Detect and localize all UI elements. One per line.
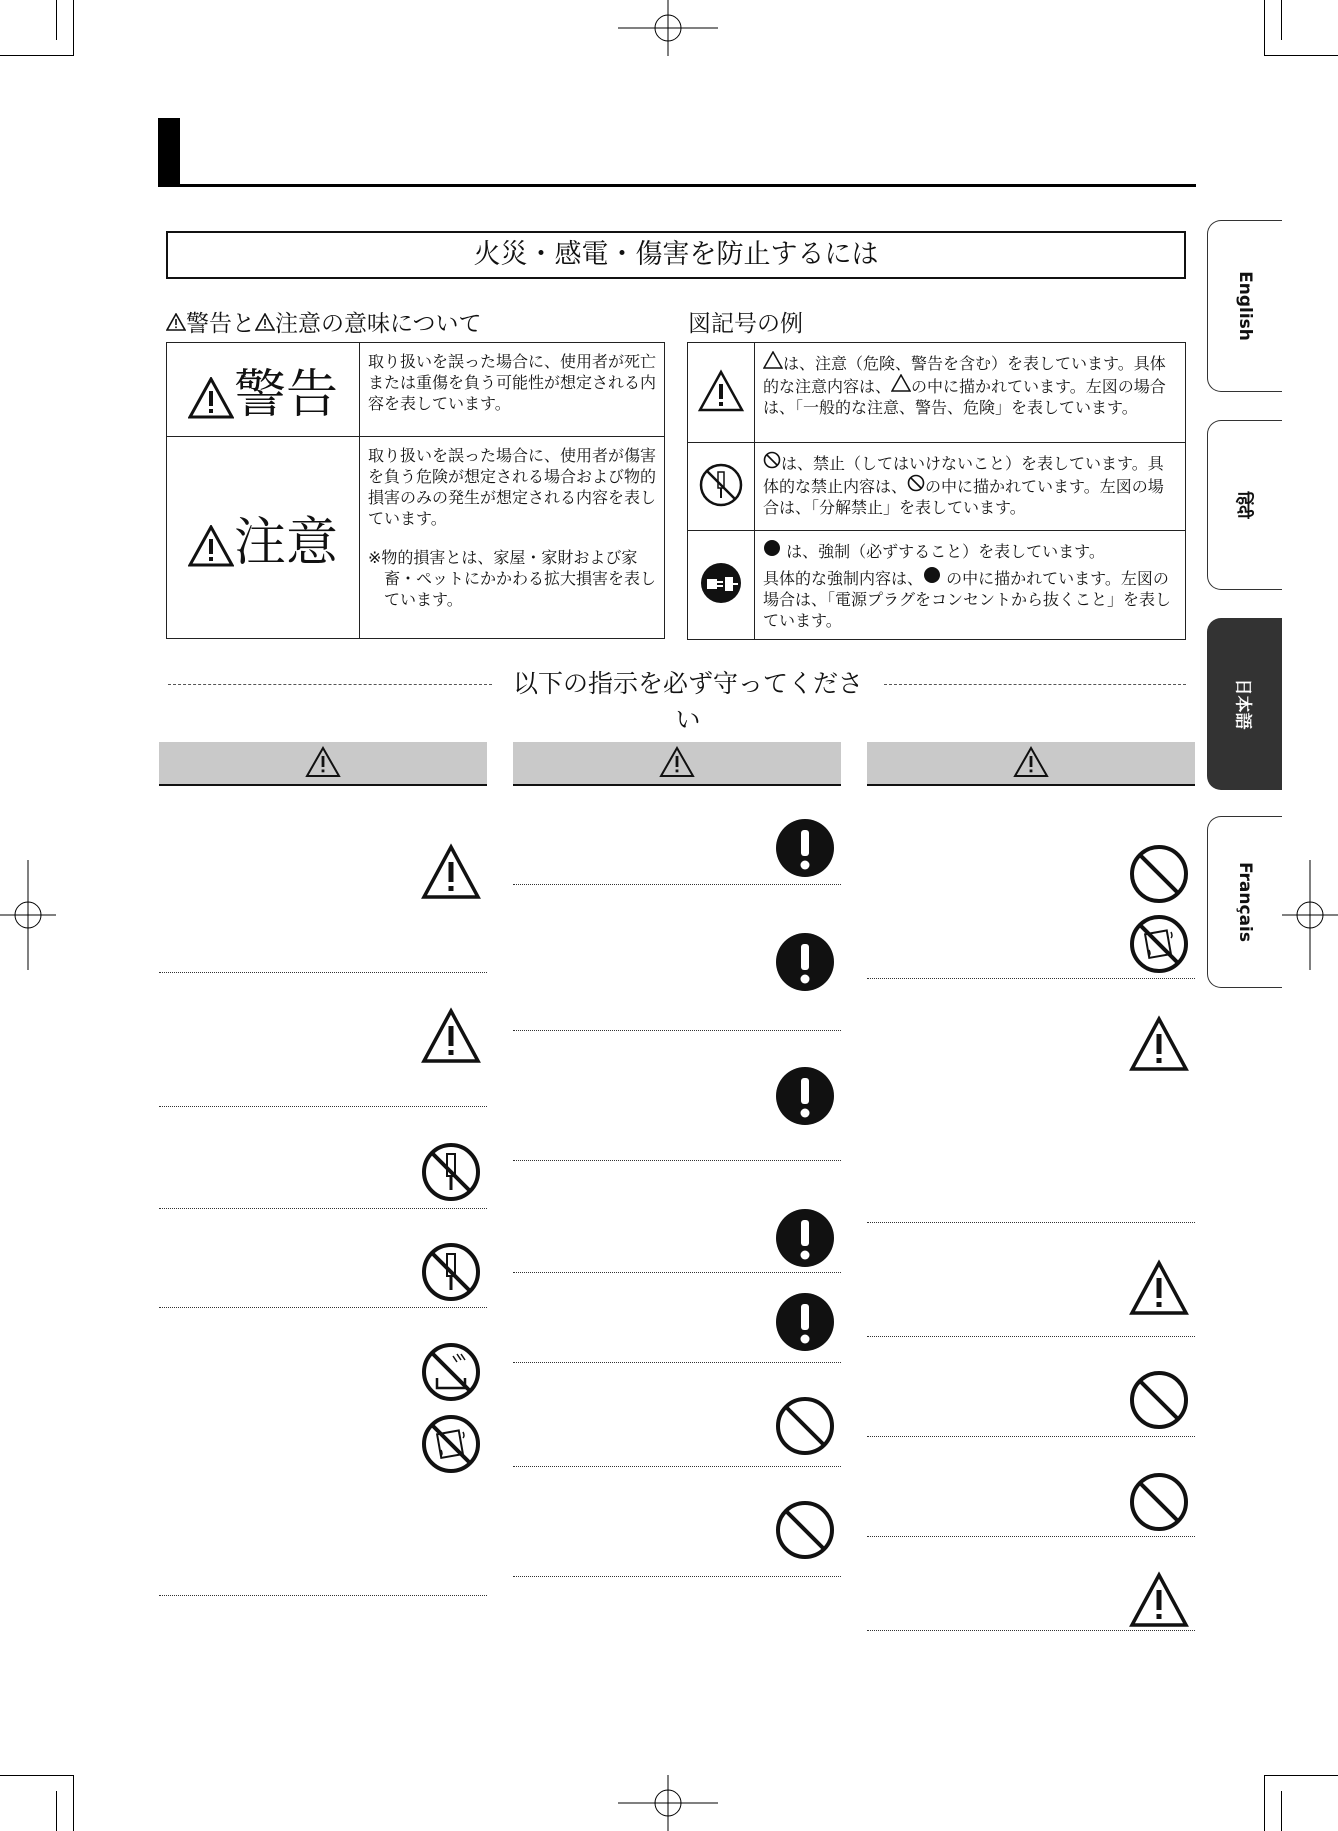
crop-mark: [56, 1791, 57, 1831]
prohibit-icon: [1129, 844, 1189, 904]
crop-mark: [73, 0, 74, 56]
warning-triangle-icon: [305, 746, 341, 778]
mandatory-dot-icon: [763, 539, 781, 557]
mandatory-symbol-cell: [688, 531, 755, 640]
warning-triangle-icon: [697, 369, 745, 413]
triangle-symbol-cell: [688, 343, 755, 443]
warning-triangle-icon: [1129, 1570, 1189, 1630]
no-water-icon: [421, 1342, 481, 1402]
registration-mark: [1282, 860, 1338, 970]
warning-triangle-icon: [659, 746, 695, 778]
column-header-warning: [513, 742, 841, 786]
mandatory-icon: [775, 818, 835, 878]
crop-mark: [56, 0, 57, 40]
meaning-heading: 警告と 注意の意味について: [166, 305, 482, 338]
tab-japanese[interactable]: 日本語: [1207, 618, 1282, 790]
warning-triangle-icon: [421, 842, 481, 902]
dotted-divider: [867, 978, 1195, 979]
triangle-outline-icon: [763, 351, 783, 369]
warning-triangle-icon: [1129, 1258, 1189, 1318]
mandatory-icon: [775, 1292, 835, 1352]
warning-triangle-icon: [188, 377, 234, 419]
dotted-divider: [513, 1466, 841, 1467]
crop-mark: [1264, 55, 1338, 56]
warning-label-cell: 警告: [167, 343, 360, 437]
mandatory-icon: [775, 932, 835, 992]
mandatory-desc: は、強制（必ずすること）を表しています。 具体的な強制内容は、 の中に描かれています。左図の場合は、「電源プラグをコンセントから抜くこと」を表しています。: [755, 531, 1186, 640]
crop-mark: [73, 1775, 74, 1831]
mandatory-dot-icon: [923, 566, 941, 584]
caution-desc: 取り扱いを誤った場合に、使用者が傷害を負う危険が想定される場合および物的損害のみの発生が想定される内容を表しています。: [368, 446, 657, 528]
column-header-warning: [159, 742, 487, 786]
crop-mark: [1281, 1791, 1282, 1831]
prohibit-circle-icon: [907, 474, 925, 492]
tab-french[interactable]: Français: [1207, 816, 1282, 988]
dotted-divider: [867, 1336, 1195, 1337]
prohibit-symbol-cell: [688, 443, 755, 531]
no-wet-hands-icon: [1129, 914, 1189, 974]
prohibit-icon: [1129, 1370, 1189, 1430]
prohibit-desc: は、禁止（してはいけないこと）を表しています。具体的な禁止内容は、 の中に描かれています。左図の場合は、「分解禁止」を表しています。: [755, 443, 1186, 531]
dotted-divider: [159, 1208, 487, 1209]
dotted-divider: [867, 1630, 1195, 1631]
heading-bar: [158, 118, 180, 186]
registration-mark: [0, 860, 56, 970]
warning-triangle-icon: [166, 313, 186, 331]
no-wet-hands-icon: [421, 1414, 481, 1474]
symbols-table: [687, 342, 1186, 640]
dotted-divider: [159, 1595, 487, 1596]
heading-rule: [158, 184, 1196, 187]
caution-label-cell: 注意: [167, 437, 360, 639]
crop-mark: [0, 1775, 73, 1776]
caution-desc-cell: [360, 437, 665, 639]
no-disassembly-icon: [421, 1242, 481, 1302]
dotted-divider: [513, 1362, 841, 1363]
warning-triangle-icon: [421, 1006, 481, 1066]
dotted-divider: [867, 1436, 1195, 1437]
crop-mark: [1264, 1775, 1265, 1831]
warning-triangle-icon: [1013, 746, 1049, 778]
warning-triangle-icon: [188, 525, 234, 567]
instructions-heading: 以下の指示を必ず守ってください: [512, 669, 863, 734]
triangle-desc: は、注意（危険、警告を含む）を表しています。具体的な注意内容は、 の中に描かれています。左図の場合は、「一般的な注意、警告、危険」を表しています。: [755, 343, 1186, 443]
dashed-rule: [168, 684, 492, 685]
dashed-rule: [884, 684, 1186, 685]
no-disassembly-icon: [421, 1142, 481, 1202]
main-title: 火災・感電・傷害を防止するには: [166, 231, 1186, 279]
warning-triangle-icon: [255, 313, 275, 331]
crop-mark: [0, 55, 73, 56]
prohibit-icon: [1129, 1472, 1189, 1532]
column-header-caution: [867, 742, 1195, 786]
mandatory-icon: [775, 1066, 835, 1126]
caution-note: ※物的損害とは、家屋・家財および家畜・ペットにかかわる拡大損害を表しています。: [368, 548, 657, 609]
meaning-table: [166, 342, 665, 639]
crop-mark: [1264, 1775, 1338, 1776]
dotted-divider: [513, 1272, 841, 1273]
tab-hindi[interactable]: हिंदी: [1207, 420, 1282, 590]
prohibit-icon: [775, 1396, 835, 1456]
prohibit-icon: [775, 1500, 835, 1560]
dotted-divider: [867, 1536, 1195, 1537]
dotted-divider: [513, 1030, 841, 1031]
registration-mark: [618, 1775, 718, 1831]
triangle-outline-icon: [891, 374, 911, 392]
dotted-divider: [513, 884, 841, 885]
warning-desc: 取り扱いを誤った場合に、使用者が死亡または重傷を負う可能性が想定される内容を表しています。: [360, 343, 665, 437]
dotted-divider: [513, 1160, 841, 1161]
tab-english[interactable]: English: [1207, 220, 1282, 392]
dotted-divider: [513, 1576, 841, 1577]
dotted-divider: [159, 1106, 487, 1107]
dotted-divider: [159, 1307, 487, 1308]
mandatory-icon: [775, 1208, 835, 1268]
warning-triangle-icon: [1129, 1014, 1189, 1074]
crop-mark: [1281, 0, 1282, 40]
crop-mark: [1264, 0, 1265, 56]
prohibit-circle-icon: [763, 451, 781, 469]
dotted-divider: [867, 1222, 1195, 1223]
registration-mark: [618, 0, 718, 56]
symbols-heading: 図記号の例: [688, 311, 803, 337]
no-disassembly-icon: [698, 462, 744, 508]
dotted-divider: [159, 972, 487, 973]
unplug-icon: [698, 560, 744, 606]
